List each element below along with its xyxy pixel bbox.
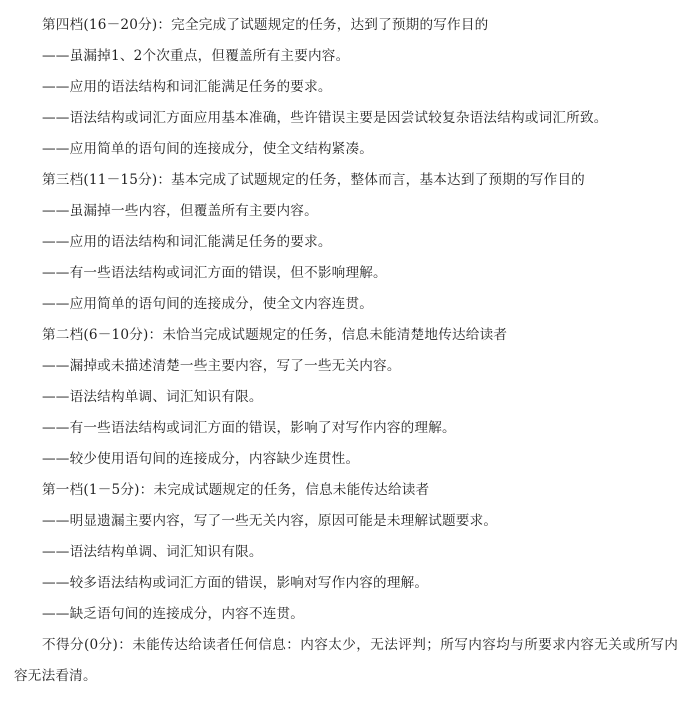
band-4-item-1: ——虽漏掉1、2个次重点，但覆盖所有主要内容。 xyxy=(42,48,350,64)
band-2-item-2: ——语法结构单调、词汇知识有限。 xyxy=(42,389,263,405)
band-2-item-4: ——较少使用语句间的连接成分，内容缺少连贯性。 xyxy=(42,451,360,467)
band-0-paragraph: 不得分(0分)：未能传达给读者任何信息：内容太少，无法评判；所写内容均与所要求内容无关或所写内容无法看清。 xyxy=(14,637,678,684)
band-3-heading: 第三档(11－15分)：基本完成了试题规定的任务，整体而言，基本达到了预期的写作目的 xyxy=(42,172,585,188)
band-2-heading: 第二档(6－10分)：未恰当完成试题规定的任务，信息未能清楚地传达给读者 xyxy=(42,327,508,343)
band-1-item-3: ——较多语法结构或词汇方面的错误，影响对写作内容的理解。 xyxy=(42,575,429,591)
band-3-item-3: ——有一些语法结构或词汇方面的错误，但不影响理解。 xyxy=(42,265,387,281)
band-3-item-2: ——应用的语法结构和词汇能满足任务的要求。 xyxy=(42,234,332,250)
band-3-item-4: ——应用简单的语句间的连接成分，使全文内容连贯。 xyxy=(42,296,374,312)
band-4-item-4: ——应用简单的语句间的连接成分，使全文结构紧凑。 xyxy=(42,141,374,157)
band-4-heading: 第四档(16－20分)：完全完成了试题规定的任务，达到了预期的写作目的 xyxy=(42,17,489,33)
band-4-item-2: ——应用的语法结构和词汇能满足任务的要求。 xyxy=(42,79,332,95)
band-1-item-4: ——缺乏语句间的连接成分，内容不连贯。 xyxy=(42,606,305,622)
band-1-heading: 第一档(1－5分)：未完成试题规定的任务，信息未能传达给读者 xyxy=(42,482,430,498)
band-2-item-1: ——漏掉或未描述清楚一些主要内容，写了一些无关内容。 xyxy=(42,358,401,374)
band-3-item-1: ——虽漏掉一些内容，但覆盖所有主要内容。 xyxy=(42,203,318,219)
band-1-item-2: ——语法结构单调、词汇知识有限。 xyxy=(42,544,263,560)
band-2-item-3: ——有一些语法结构或词汇方面的错误，影响了对写作内容的理解。 xyxy=(42,420,456,436)
band-1-item-1: ——明显遗漏主要内容，写了一些无关内容，原因可能是未理解试题要求。 xyxy=(42,513,498,529)
band-4-item-3: ——语法结构或词汇方面应用基本准确，些许错误主要是因尝试较复杂语法结构或词汇所致。 xyxy=(42,110,608,126)
